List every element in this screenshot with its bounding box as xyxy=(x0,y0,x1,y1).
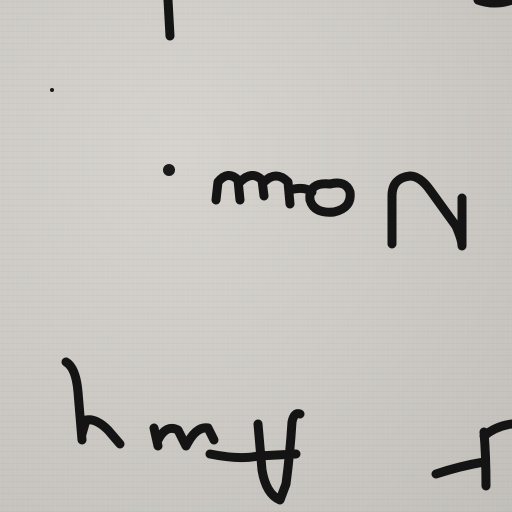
letter-y xyxy=(66,362,120,444)
letter-w xyxy=(216,175,290,204)
letter-a xyxy=(210,414,300,500)
word-now-text: Now. xyxy=(300,200,303,201)
letter-o xyxy=(310,183,350,212)
ink-fragment-top xyxy=(168,0,170,36)
period-dot xyxy=(163,164,175,176)
word-any-text: Any xyxy=(200,440,202,441)
handwritten-word-any xyxy=(66,362,300,500)
letter-n-second xyxy=(154,428,214,446)
letter-o-tail xyxy=(290,188,312,192)
letter-n xyxy=(392,176,462,246)
ink-speck xyxy=(50,88,54,92)
ink-fragment-bottom-right xyxy=(436,424,512,486)
handwritten-word-now xyxy=(163,164,462,246)
ink-fragment-top-right xyxy=(478,0,512,3)
